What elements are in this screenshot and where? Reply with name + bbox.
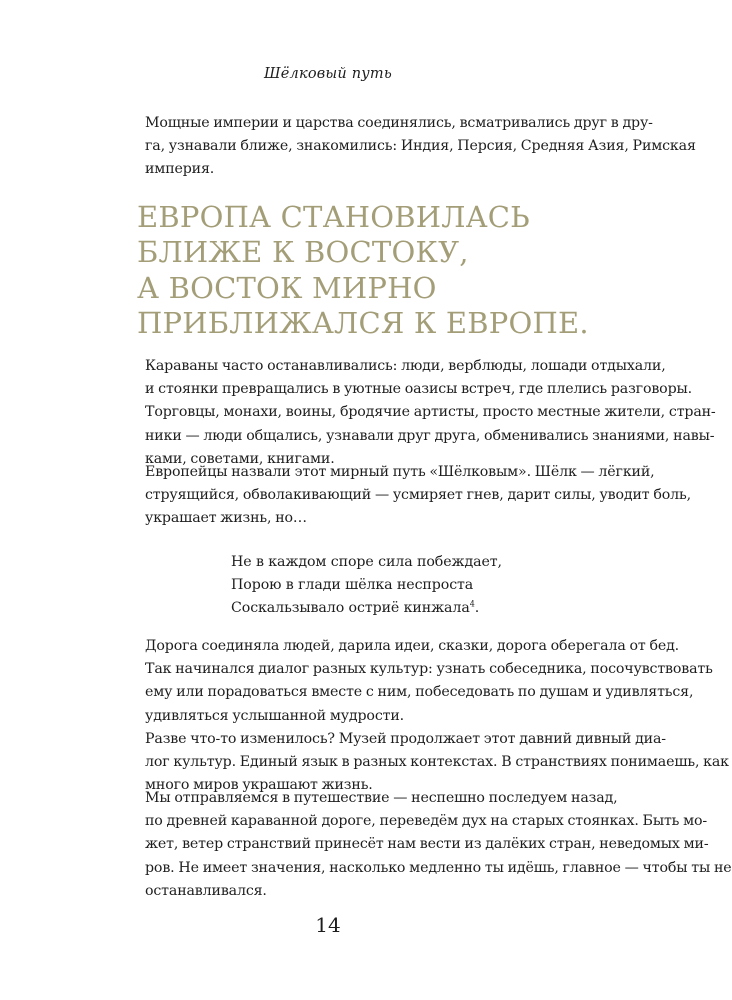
text-line: жет, ветер странствий принесёт нам вести из далёких стран, неведомых ми-	[145, 836, 709, 853]
paragraph-4	[93, 635, 713, 728]
text-line: ками, советами, книгами.	[145, 450, 335, 467]
pull-quote-line: БЛИЖЕ К ВОСТОКУ,	[137, 235, 469, 270]
paragraph-3	[93, 461, 691, 531]
text-line: ров. Не имеет значения, насколько медленно ты идёшь, главное — чтобы ты не	[145, 859, 732, 876]
page-number: 14	[315, 913, 341, 937]
text-line: ники — люди общались, узнавали друг друга, обменивались знаниями, навы-	[145, 427, 715, 444]
text-line: Мы отправляемся в путешествие — неспешно последуем назад,	[145, 790, 618, 806]
poem-line-text: Соскальзывало остриё кинжала	[231, 600, 470, 617]
poem-closing-punct: .	[474, 600, 480, 617]
text-line: много миров украшают жизнь.	[145, 777, 373, 794]
text-line: ему или порадоваться вместе с ним, побеседовать по душам и удивляться,	[145, 684, 694, 701]
pull-quote-line: ЕВРОПА СТАНОВИЛАСЬ	[137, 200, 530, 234]
paragraph-1	[93, 112, 696, 182]
text-line: Торговцы, монахи, воины, бродячие артисты, просто местные жители, стран-	[145, 404, 716, 421]
text-line: струящийся, обволакивающий — усмиряет гнев, дарит силы, уводит боль,	[145, 487, 691, 504]
pull-quote-line: А ВОСТОК МИРНО	[137, 270, 437, 305]
poem-line: Порою в глади шёлка неспроста	[231, 577, 474, 594]
poem-line	[231, 597, 502, 620]
paragraph-6	[93, 787, 732, 903]
poem-line: Не в каждом споре сила побеждает,	[231, 554, 502, 570]
text-line: по древней караванной дороге, переведём дух на старых стоянках. Быть мо-	[145, 813, 708, 830]
text-line: лог культур. Единый язык в разных контекстах. В странствиях понимаешь, как	[145, 754, 729, 771]
pull-quote-line: ПРИБЛИЖАЛСЯ К ЕВРОПЕ.	[137, 306, 589, 341]
pull-quote	[137, 200, 589, 342]
text-line: Мощные империи и царства соединялись, всматривались друг в дру-	[145, 115, 653, 131]
text-line: империя.	[145, 161, 215, 178]
text-line: Дорога соединяла людей, дарила идеи, сказки, дорога оберегала от бед.	[145, 638, 680, 654]
text-line: Европейцы назвали этот мирный путь «Шёлковым». Шёлк — лёгкий,	[145, 464, 655, 480]
text-line: Разве что-то изменилось? Музей продолжает этот давний дивный диа-	[145, 731, 666, 747]
text-line: и стоянки превращались в уютные оазисы встреч, где плелись разговоры.	[145, 381, 693, 398]
text-line: украшает жизнь, но…	[145, 510, 307, 527]
running-head: Шёлковый путь	[264, 66, 392, 82]
text-line: га, узнавали ближе, знакомились: Индия, Персия, Средняя Азия, Римская	[145, 138, 696, 155]
text-line: Так начинался диалог разных культур: узнать собеседника, посочувствовать	[145, 661, 713, 678]
text-line: удивляться услышанной мудрости.	[145, 707, 404, 724]
paragraph-2	[93, 355, 716, 471]
text-line: Караваны часто останавливались: люди, верблюды, лошади отдыхали,	[145, 358, 666, 374]
footnote-marker[interactable]: 4	[469, 599, 475, 609]
poem	[231, 551, 502, 621]
text-line: останавливался.	[145, 882, 267, 899]
